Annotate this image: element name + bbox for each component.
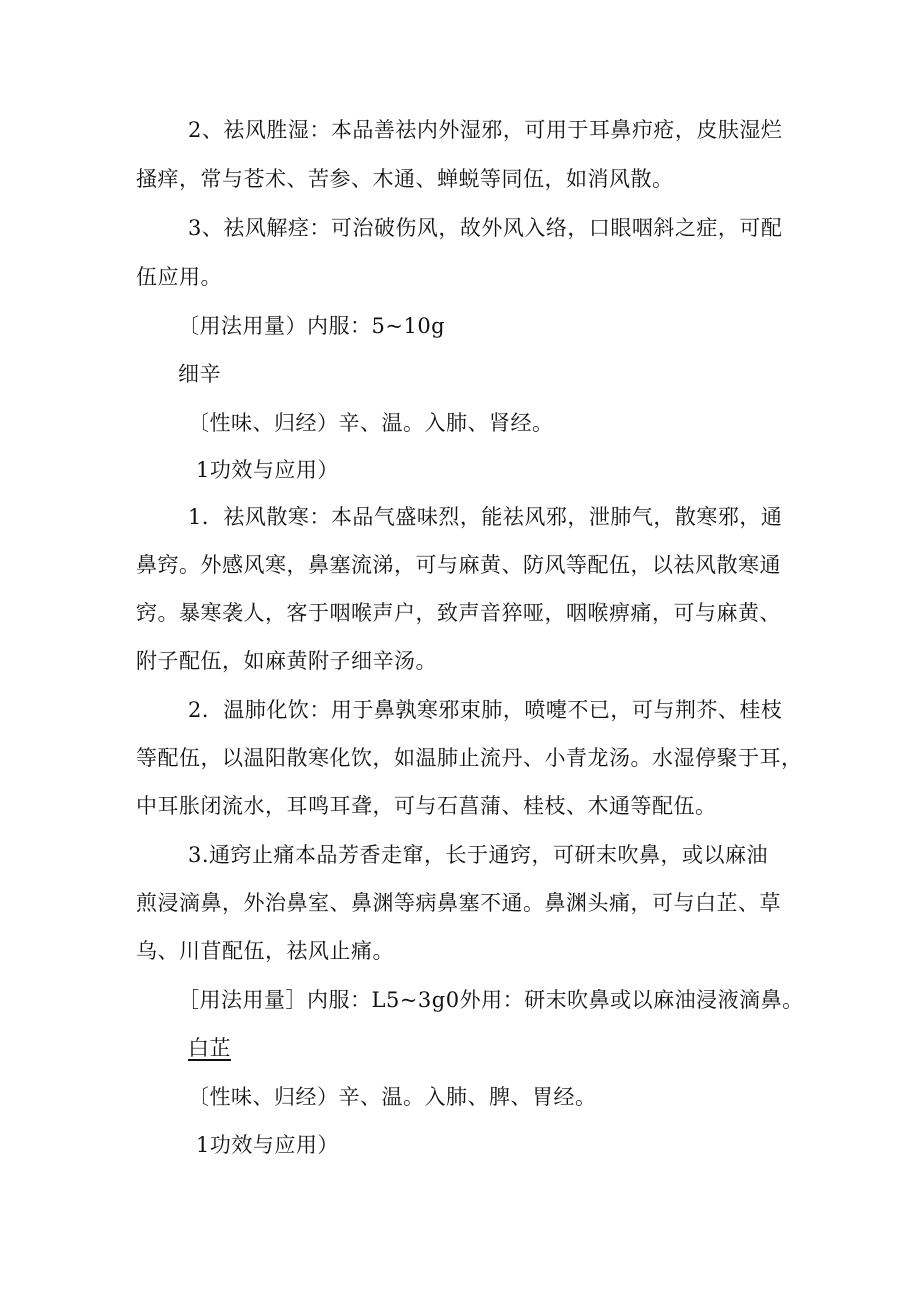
text-line-10: 鼻窍。外感风寒，鼻塞流涕，可与麻黄、防风等配伍，以祛风散寒通 [136, 553, 781, 577]
text-line-17: 煎浸滴鼻，外治鼻室、鼻渊等病鼻塞不通。鼻渊头痛，可与白芷、草 [136, 891, 781, 915]
dosage-line-xixin: ［用法用量］内服：L5~3g0外用：研末吹鼻或以麻油浸液滴鼻。 [178, 988, 804, 1012]
text-line-1: 2、祛风胜湿：本品善祛内外湿邪，可用于耳鼻疖疮，皮肤湿烂 [188, 118, 783, 142]
text-line-15: 中耳胀闭流水，耳鸣耳聋，可与石菖蒲、桂枝、木通等配伍。 [136, 794, 717, 818]
text-line-16: 3.通窍止痛本品芳香走窜，长于通窍，可研末吹鼻，或以麻油 [188, 843, 769, 867]
text-line-11: 窍。暴寒袭人，客于咽喉声户，致声音猝哑，咽喉痹痛，可与麻黄、 [136, 601, 781, 625]
text-line-2: 搔痒，常与苍术、苦参、木通、蝉蜕等同伍，如消风散。 [136, 167, 674, 191]
text-line-22: 1功效与应用） [196, 1133, 339, 1157]
text-line-7: 〔性味、归经）辛、温。入肺、肾经。 [188, 411, 554, 435]
dosage-line: 〔用法用量）内服：5~10g [178, 314, 446, 338]
herb-title-baizhi: 白芷 [188, 1036, 231, 1060]
text-line-4: 伍应用。 [136, 265, 222, 289]
text-line-8: 1功效与应用） [196, 458, 339, 482]
text-line-3: 3、祛风解痉：可治破伤风，故外风入络，口眼咽斜之症，可配 [188, 216, 783, 240]
text-line-9: 1．祛风散寒：本品气盛味烈，能祛风邪，泄肺气，散寒邪，通 [188, 505, 783, 529]
herb-title-xixin: 细辛 [178, 362, 221, 386]
text-line-13: 2．温肺化饮：用于鼻孰寒邪束肺，喷嚏不已，可与荆芥、桂枝 [188, 698, 783, 722]
text-line-12: 附子配伍，如麻黄附子细辛汤。 [136, 649, 437, 673]
text-line-21: 〔性味、归经）辛、温。入肺、脾、胃经。 [188, 1085, 597, 1109]
text-line-18: 乌、川苜配伍，祛风止痛。 [136, 939, 394, 963]
text-line-14: 等配伍，以温阳散寒化饮，如温肺止流丹、小青龙汤。水湿停聚于耳， [136, 746, 803, 770]
